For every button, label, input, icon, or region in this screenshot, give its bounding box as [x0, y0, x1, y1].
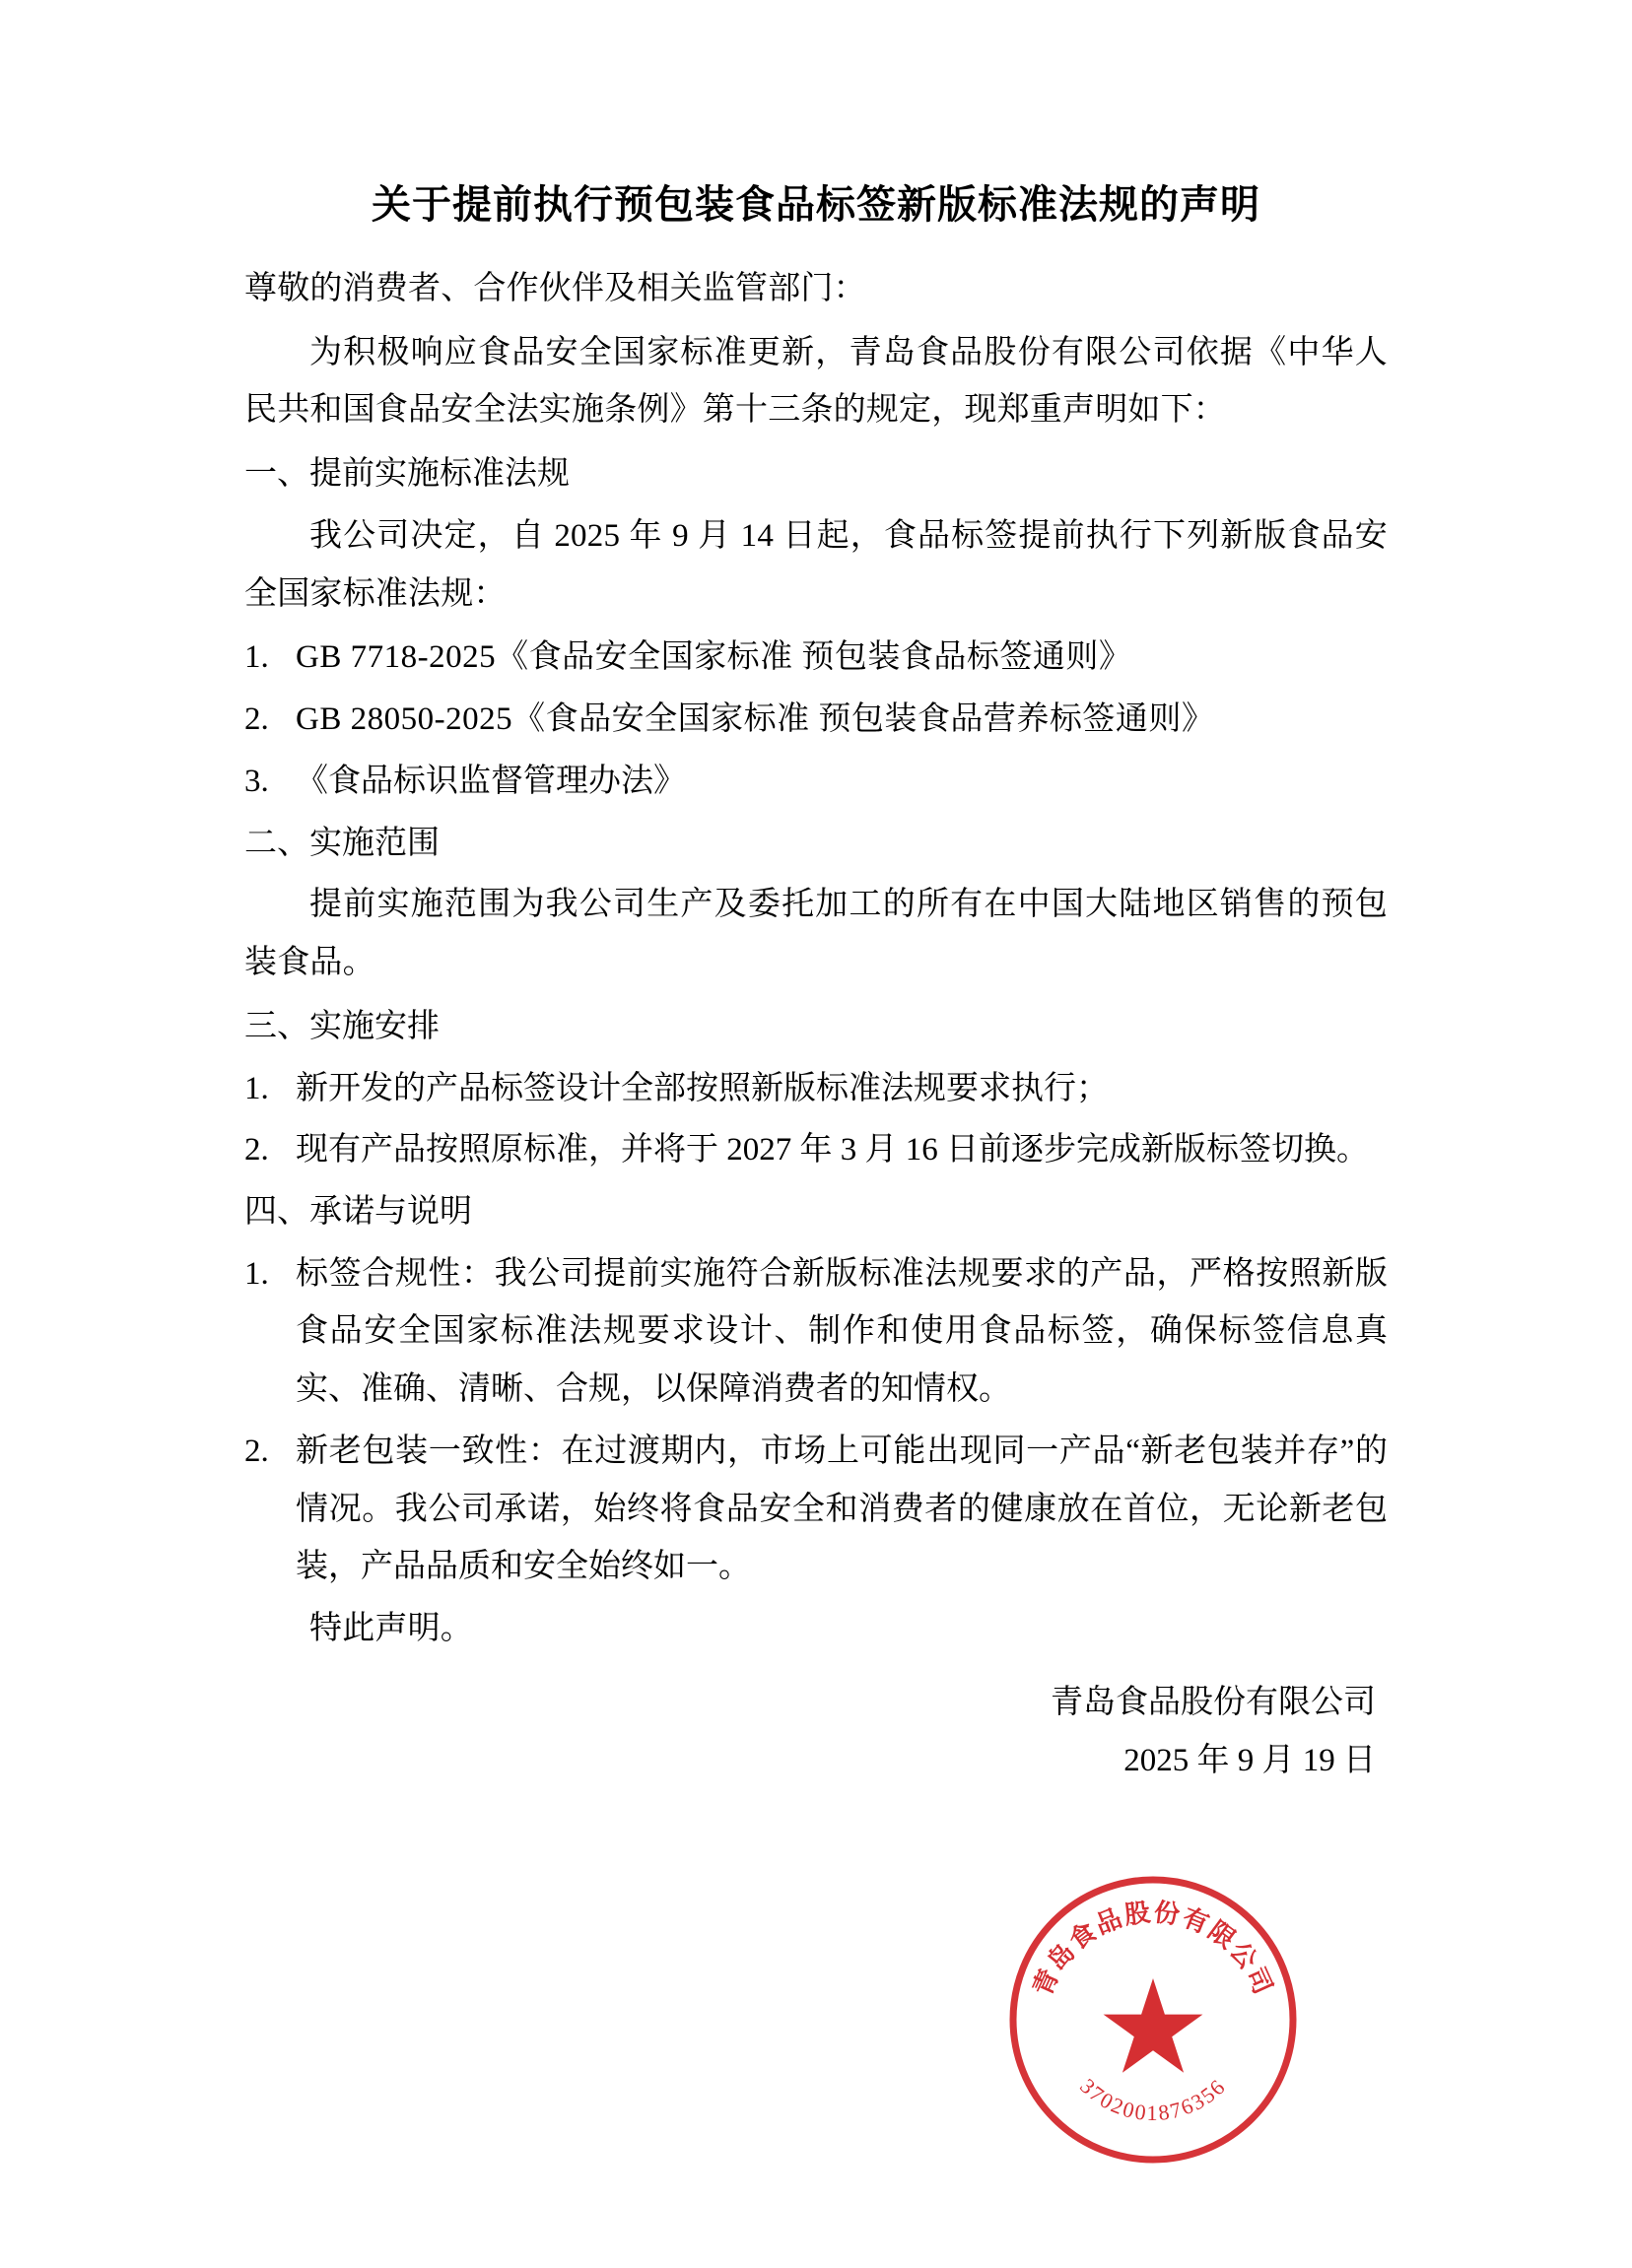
- list-item-number: 2.: [244, 1433, 269, 1469]
- document-body: [244, 177, 1388, 1789]
- list-item-text: 新老包装一致性：在过渡期内，市场上可能出现同一产品“新老包装并存”的情况。我公司承诺，始终将食品安全和消费者的健康放在首位，无论新老包装，产品品质和安全始终如一。: [296, 1433, 1388, 1585]
- svg-text:青岛食品股份有限公司: [1028, 1898, 1278, 2000]
- closing-statement: 特此声明。: [309, 1611, 473, 1647]
- section-heading-4: 四、承诺与说明: [244, 1194, 472, 1231]
- list-item-number: 1.: [244, 1255, 269, 1292]
- list-item: [244, 629, 1388, 687]
- list-item: [244, 753, 1388, 811]
- salutation: 尊敬的消费者、合作伙伴及相关监管部门：: [244, 271, 866, 306]
- list-item: [244, 1423, 1388, 1596]
- section-heading-1: 一、提前实施标准法规: [244, 456, 570, 493]
- list-item: [244, 691, 1388, 749]
- list-item-number: 2.: [244, 1132, 269, 1168]
- section-lead-2: 提前实施范围为我公司生产及委托加工的所有在中国大陆地区销售的预包装食品。: [244, 887, 1388, 981]
- seal-company-text: 青岛食品股份有限公司: [1027, 1898, 1279, 2001]
- signature-company: 青岛食品股份有限公司: [1051, 1684, 1376, 1720]
- list-item: [244, 1121, 1388, 1179]
- list-item-text: 新开发的产品标签设计全部按照新版标准法规要求执行；: [296, 1070, 1109, 1106]
- official-seal-stamp: [1005, 1872, 1301, 2168]
- list-item-text: GB 7718-2025《食品安全国家标准 预包装食品标签通则》: [296, 639, 1132, 676]
- page-title: 关于提前执行预包装食品标签新版标准法规的声明: [372, 182, 1260, 227]
- list-item: [244, 1060, 1388, 1118]
- list-item-number: 2.: [244, 701, 269, 738]
- list-item-text: GB 28050-2025《食品安全国家标准 预包装食品营养标签通则》: [296, 701, 1215, 738]
- section-lead-1: 我公司决定，自 2025 年 9 月 14 日起，食品标签提前执行下列新版食品安全国家标准法规：: [244, 517, 1388, 612]
- section-heading-2: 二、实施范围: [244, 825, 440, 861]
- intro-paragraph: 为积极响应食品安全国家标准更新，青岛食品股份有限公司依据《中华人民共和国食品安全法实施条例》第十三条的规定，现郑重声明如下：: [244, 334, 1388, 429]
- list-item-text: 标签合规性：我公司提前实施符合新版标准法规要求的产品，严格按照新版食品安全国家标准法规要求设计、制作和使用食品标签，确保标签信息真实、准确、清晰、合规，以保障消费者的知情权。: [296, 1255, 1388, 1408]
- list-item-text: 现有产品按照原标准，并将于 2027 年 3 月 16 日前逐步完成新版标签切换。: [296, 1132, 1369, 1168]
- signature-block: [244, 1674, 1388, 1789]
- list-item-number: 3.: [244, 763, 269, 799]
- seal-star-icon: [1104, 1978, 1203, 2073]
- seal-number-text: 3702001876356: [1075, 2073, 1231, 2125]
- list-item: [244, 1245, 1388, 1419]
- svg-text:3702001876356: [1075, 2074, 1231, 2125]
- list-item-number: 1.: [244, 1070, 269, 1106]
- list-item-number: 1.: [244, 639, 269, 676]
- section-heading-3: 三、实施安排: [244, 1008, 440, 1044]
- list-item-text: 《食品标识监督管理办法》: [296, 763, 686, 799]
- signature-date: 2025 年 9 月 19 日: [1123, 1742, 1376, 1778]
